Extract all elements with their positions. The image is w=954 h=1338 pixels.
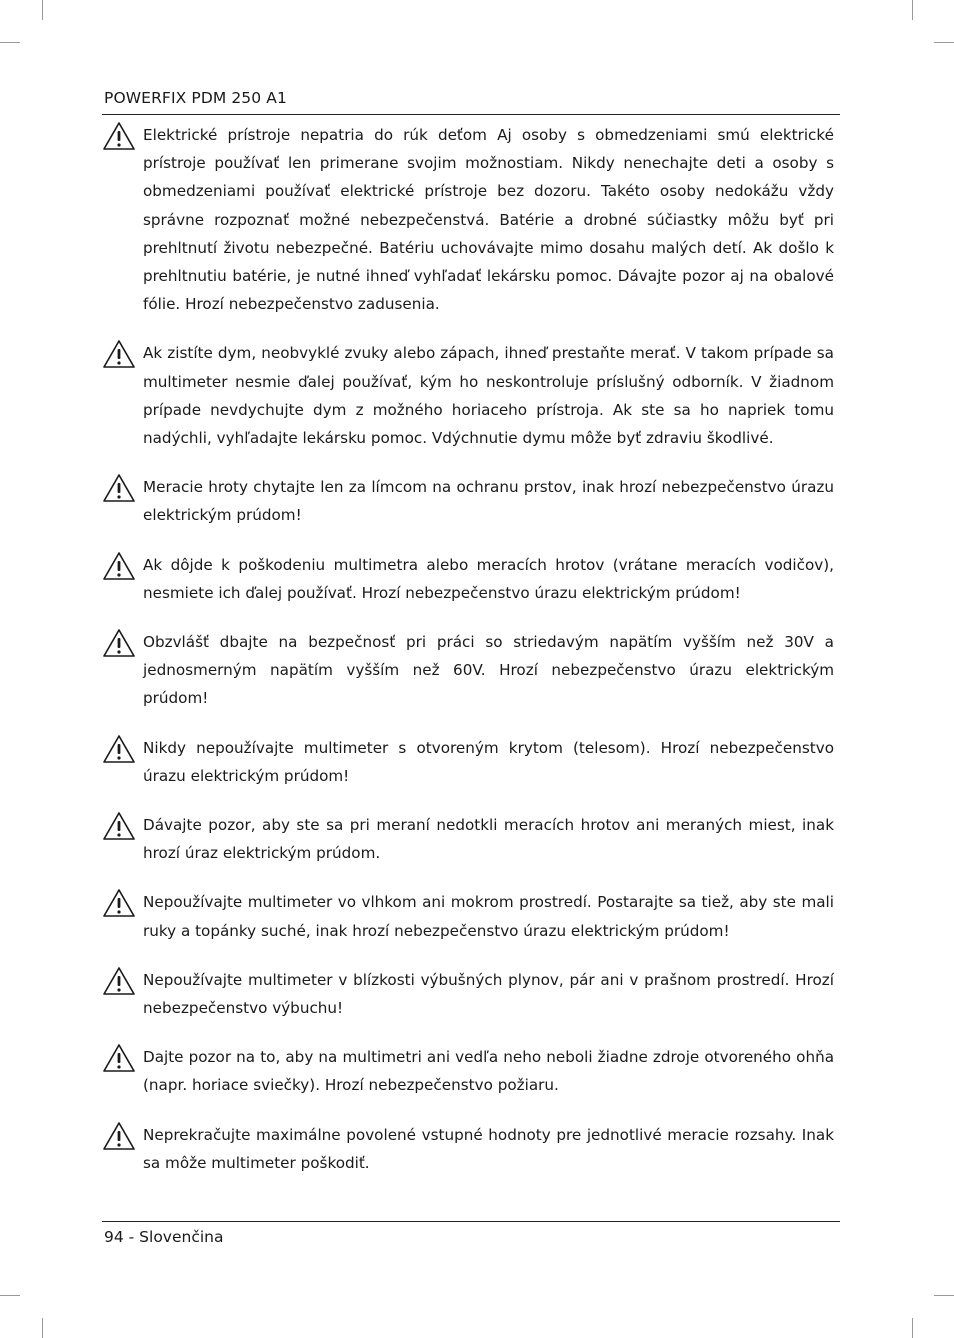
warning-triangle-icon	[102, 1043, 136, 1073]
warning-item	[102, 628, 834, 713]
warning-triangle-icon	[102, 811, 136, 841]
warning-text: Meracie hroty chytajte len za límcom na ochranu prstov, inak hrozí nebezpečenstvo úrazu elektrickým prúdom!	[143, 478, 834, 525]
warning-triangle-icon	[102, 121, 136, 151]
footer-divider	[102, 1221, 840, 1222]
warning-text: Elektrické prístroje nepatria do rúk deťom Aj osoby s obmedzeniami smú elektrické prístroje používať len primerane svojim možnostiam. Nikdy nenechajte deti a osoby s obmedzeniami používať elektrické prístroje bez dozoru. Takéto osoby nedokážu vždy správne rozpoznať možné nebezpečenstvá. Batérie a drobné súčiastky môžu byť pri prehltnutí životu nebezpečné. Batériu uchovávajte mimo dosahu malých detí. Ak došlo k prehltnutiu batérie, je nutné ihneď vyhľadať lekársku pomoc. Dávajte pozor aj na obalové fólie. Hrozí nebezpečenstvo zadusenia.	[143, 126, 834, 314]
warning-item	[102, 888, 834, 944]
crop-mark-bottom-right	[912, 1318, 913, 1338]
warning-item	[102, 551, 834, 607]
warning-text: Obzvlášť dbajte na bezpečnosť pri práci so striedavým napätím vyšším než 30V a jednosmerným napätím vyšším než 60V. Hrozí nebezpečenstvo úrazu elektrickým prúdom!	[143, 633, 834, 708]
warning-triangle-icon	[102, 888, 136, 918]
warning-triangle-icon	[102, 1121, 136, 1151]
warning-text: Ak dôjde k poškodeniu multimetra alebo meracích hrotov (vrátane meracích vodičov), nesmiete ich ďalej používať. Hrozí nebezpečenstvo úrazu elektrickým prúdom!	[143, 555, 834, 602]
safety-warnings-list	[102, 121, 834, 1198]
header-divider	[102, 114, 840, 115]
warning-triangle-icon	[102, 339, 136, 369]
warning-text: Nepoužívajte multimeter vo vlhkom ani mokrom prostredí. Postarajte sa tiež, aby ste mali ruky a topánky suché, inak hrozí nebezpečenstvo úrazu elektrickým prúdom!	[143, 893, 834, 940]
warning-item	[102, 1121, 834, 1177]
warning-item	[102, 121, 834, 318]
warning-text: Nikdy nepoužívajte multimeter s otvoreným krytom (telesom). Hrozí nebezpečenstvo úrazu elektrickým prúdom!	[143, 738, 834, 785]
page-header-title: POWERFIX PDM 250 A1	[104, 89, 287, 107]
warning-text: Ak zistíte dym, neobvyklé zvuky alebo zápach, ihneď prestaňte merať. V takom prípade sa multimeter nesmie ďalej používať, kým ho neskontroluje príslušný odborník. V žiadnom prípade nevdychujte dym z možného horiaceho prístroja. Ak ste sa ho napriek tomu nadýchli, vyhľadajte lekársku pomoc. Vdýchnutie dymu môže byť zdraviu škodlivé.	[143, 344, 834, 448]
warning-item	[102, 966, 834, 1022]
warning-triangle-icon	[102, 966, 136, 996]
warning-text: Nepoužívajte multimeter v blízkosti výbušných plynov, pár ani v prašnom prostredí. Hrozí nebezpečenstvo výbuchu!	[143, 970, 834, 1018]
warning-text: Neprekračujte maximálne povolené vstupné hodnoty pre jednotlivé meracie rozsahy. Inak sa môže multimeter poškodiť.	[143, 1125, 834, 1172]
warning-item	[102, 473, 834, 529]
warning-item	[102, 339, 834, 452]
crop-mark-bottom-left	[42, 1318, 43, 1338]
crop-mark-top-left	[42, 0, 43, 20]
crop-mark-bottom-left-h	[0, 1295, 20, 1296]
warning-triangle-icon	[102, 734, 136, 764]
warning-triangle-icon	[102, 551, 136, 581]
page-footer-label: 94 - Slovenčina	[104, 1228, 224, 1246]
warning-item	[102, 734, 834, 790]
crop-mark-top-left-h	[0, 42, 20, 43]
crop-mark-top-right	[912, 0, 913, 20]
warning-item	[102, 811, 834, 867]
warning-triangle-icon	[102, 473, 136, 503]
warning-text: Dajte pozor na to, aby na multimetri ani vedľa neho neboli žiadne zdroje otvoreného ohňa (napr. horiace sviečky). Hrozí nebezpečenstvo požiaru.	[143, 1048, 834, 1095]
warning-item	[102, 1043, 834, 1099]
warning-triangle-icon	[102, 628, 136, 658]
crop-mark-top-right-h	[934, 42, 954, 43]
crop-mark-bottom-right-h	[934, 1295, 954, 1296]
warning-text: Dávajte pozor, aby ste sa pri meraní nedotkli meracích hrotov ani meraných miest, inak hrozí úraz elektrickým prúdom.	[143, 816, 834, 863]
